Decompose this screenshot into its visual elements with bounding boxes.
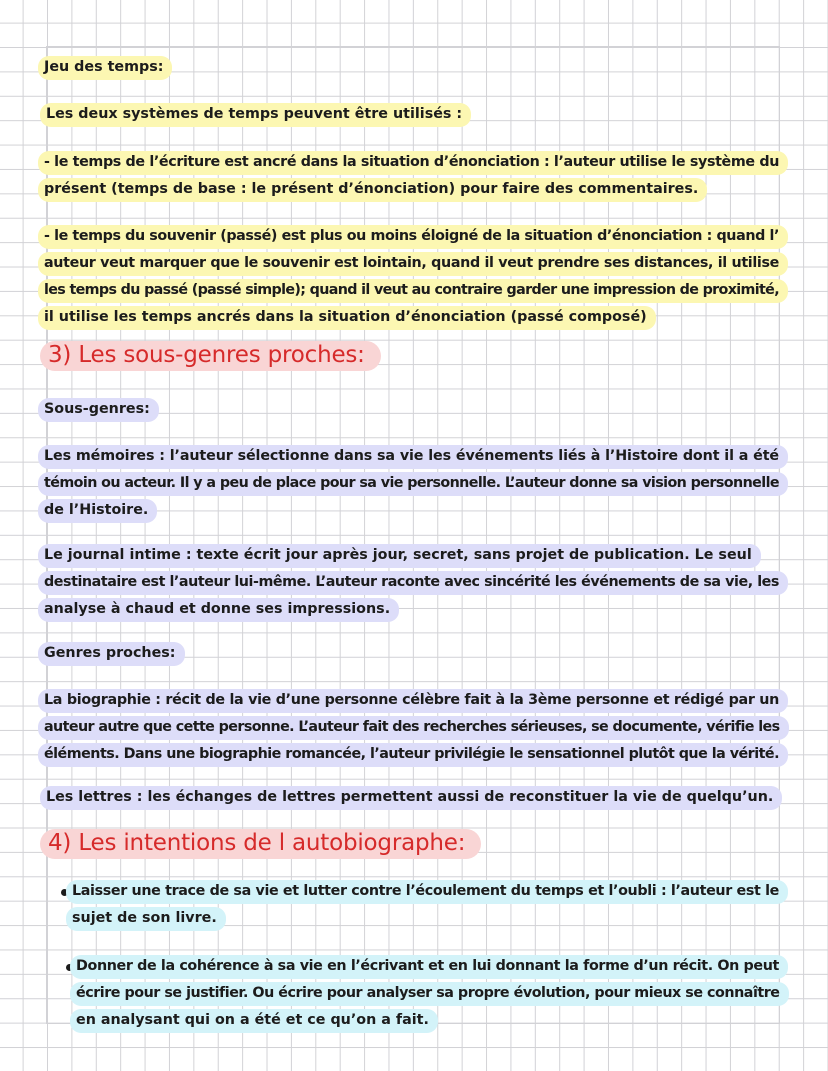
text-line: auteur veut marquer que le souvenir est lointain, quand il veut prendre ses distances, il utilise (38, 252, 788, 276)
jeu-paragraph-2 (38, 225, 788, 333)
text-line: sujet de son livre. (66, 907, 226, 931)
journal-paragraph (38, 544, 788, 625)
text-line: les temps du passé (passé simple); quand il veut au contraire garder une impression de proximité, (38, 279, 788, 303)
section-3-heading: 3) Les sous-genres proches: (40, 341, 381, 371)
text-line: Le journal intime : texte écrit jour après jour, secret, sans projet de publication. Le seul (38, 544, 761, 568)
text-line: éléments. Dans une biographie romancée, l’auteur privilégie le sensationnel plutôt que la vérité. (38, 743, 788, 767)
sous-genres-label: Sous-genres: (38, 398, 159, 422)
jeu-paragraph-1 (38, 151, 788, 205)
intention-bullet-2 (70, 955, 789, 1036)
text-line: présent (temps de base : le présent d’énonciation) pour faire des commentaires. (38, 178, 707, 202)
text-line: analyse à chaud et donne ses impressions. (38, 598, 399, 622)
text-line: Laisser une trace de sa vie et lutter contre l’écoulement du temps et l’oubli : l’auteur est le (66, 880, 788, 904)
genres-proches-label-block (38, 642, 185, 669)
jeu-title-block (38, 56, 172, 83)
text-line: témoin ou acteur. Il y a peu de place pour sa vie personnelle. L’auteur donne sa vision personnelle (38, 472, 788, 496)
section-4-heading: 4) Les intentions de l autobiographe: (40, 829, 481, 859)
text-line: Les mémoires : l’auteur sélectionne dans sa vie les événements liés à l’Histoire dont il a été (38, 445, 788, 469)
jeu-intro-block (40, 103, 471, 130)
sous-genres-label-block (38, 398, 159, 425)
text-line: - le temps du souvenir (passé) est plus ou moins éloigné de la situation d’énonciation : quand l’ (38, 225, 788, 249)
lettres-paragraph (40, 786, 782, 813)
text-line: destinataire est l’auteur lui-même. L’auteur raconte avec sincérité les événements de sa vie, les (38, 571, 788, 595)
jeu-title: Jeu des temps: (38, 56, 172, 80)
text-line: il utilise les temps ancrés dans la situation d’énonciation (passé composé) (38, 306, 656, 330)
text-line: La biographie : récit de la vie d’une personne célèbre fait à la 3ème personne et rédigé par un (38, 689, 788, 713)
text-line: en analysant qui on a été et ce qu’on a fait. (70, 1009, 438, 1033)
jeu-intro: Les deux systèmes de temps peuvent être utilisés : (40, 103, 471, 127)
biographie-paragraph (38, 689, 789, 770)
text-line: de l’Histoire. (38, 499, 157, 523)
text-line: Donner de la cohérence à sa vie en l’écrivant et en lui donnant la forme d’un récit. On peut (70, 955, 788, 979)
intention-bullet-1 (66, 880, 788, 934)
text-line: écrire pour se justifier. Ou écrire pour analyser sa propre évolution, pour mieux se connaître (70, 982, 789, 1006)
memoires-paragraph (38, 445, 788, 526)
text-line: - le temps de l’écriture est ancré dans la situation d’énonciation : l’auteur utilise le système du (38, 151, 788, 175)
genres-proches-label: Genres proches: (38, 642, 185, 666)
text-line: Les lettres : les échanges de lettres permettent aussi de reconstituer la vie de quelqu’un. (40, 786, 782, 810)
text-line: auteur autre que cette personne. L’auteur fait des recherches sérieuses, se documente, vérifie les (38, 716, 789, 740)
